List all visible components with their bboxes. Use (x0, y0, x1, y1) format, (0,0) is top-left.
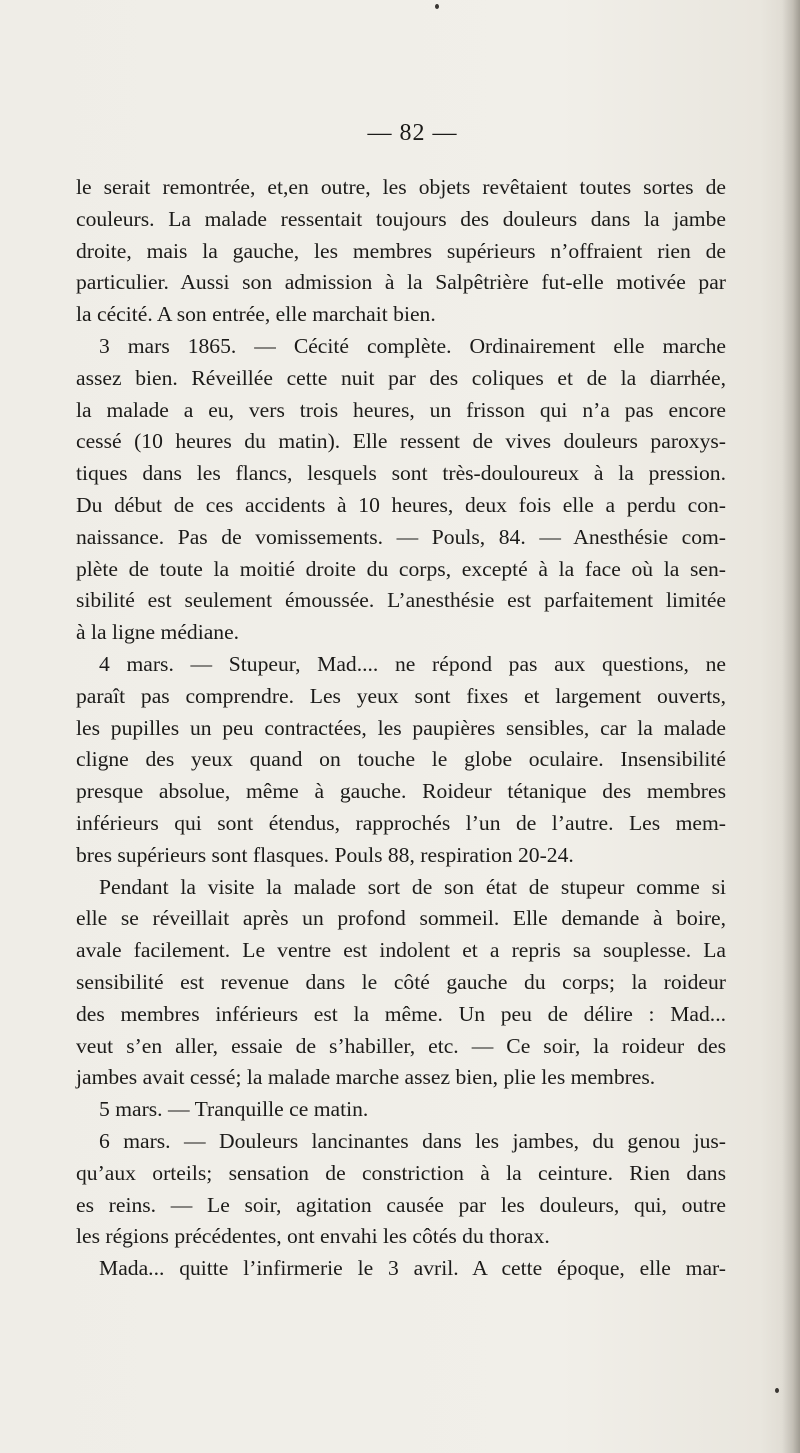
ink-speck (775, 1388, 779, 1393)
text-line: Pendant la visite la malade sort de son état de stupeur comme si (99, 874, 726, 899)
text-line: la malade a eu, vers trois heures, un frisson qui n’a pas encore (76, 397, 726, 422)
text-line: la cécité. A son entrée, elle marchait bien. (76, 302, 436, 327)
text-line: avale facilement. Le ventre est indolent et a repris sa souplesse. La (76, 938, 726, 963)
text-line: cessé (10 heures du matin). Elle ressent de vives douleurs paroxys- (76, 429, 726, 454)
text-line: particulier. Aussi son admission à la Salpêtrière fut-elle motivée par (76, 270, 726, 295)
text-line: naissance. Pas de vomissements. — Pouls, 84. — Anesthésie com- (76, 524, 726, 549)
text-line: presque absolue, même à gauche. Roideur tétanique des membres (76, 779, 726, 804)
text-line: droite, mais la gauche, les membres supérieurs n’offraient rien de (76, 238, 726, 263)
text-line: plète de toute la moitié droite du corps, excepté à la face où la sen- (76, 556, 726, 581)
text-line: sibilité est seulement émoussée. L’anesthésie est parfaitement limitée (76, 588, 726, 613)
text-line: bres supérieurs sont flasques. Pouls 88, respiration 20-24. (76, 842, 574, 867)
text-line: le serait remontrée, et,en outre, les objets revêtaient toutes sortes de (76, 175, 726, 199)
page-edge-shadow (782, 0, 800, 1453)
text-line: des membres inférieurs est la même. Un peu de délire : Mad... (76, 1001, 726, 1026)
text-line: les régions précédentes, ont envahi les côtés du thorax. (76, 1224, 550, 1249)
text-line: 5 mars. — Tranquille ce matin. (99, 1097, 369, 1122)
text-line: Mada... quitte l’infirmerie le 3 avril. A cette époque, elle mar- (99, 1256, 726, 1281)
text-line: jambes avait cessé; la malade marche assez bien, plie les membres. (76, 1065, 656, 1090)
text-line: couleurs. La malade ressentait toujours des douleurs dans la jambe (76, 206, 726, 231)
text-line: 6 mars. — Douleurs lancinantes dans les jambes, du genou jus- (99, 1128, 726, 1153)
text-line: qu’aux orteils; sensation de constriction à la ceinture. Rien dans (76, 1160, 726, 1185)
text-line: inférieurs qui sont étendus, rapprochés l’un de l’autre. Les mem- (76, 810, 726, 835)
text-line: veut s’en aller, essaie de s’habiller, etc. — Ce soir, la roideur des (76, 1033, 726, 1058)
text-line: 4 mars. — Stupeur, Mad.... ne répond pas aux questions, ne (99, 651, 726, 676)
text-line: sensibilité est revenue dans le côté gauche du corps; la roideur (76, 969, 726, 994)
text-line: Du début de ces accidents à 10 heures, deux fois elle a perdu con- (76, 492, 726, 517)
body-text (76, 172, 726, 1285)
text-line: es reins. — Le soir, agitation causée par les douleurs, qui, outre (76, 1192, 726, 1217)
text-line: assez bien. Réveillée cette nuit par des coliques et de la diarrhée, (76, 365, 726, 390)
text-line: cligne des yeux quand on touche le globe oculaire. Insensibilité (76, 747, 726, 772)
text-line: à la ligne médiane. (76, 620, 240, 645)
text-line: tiques dans les flancs, lesquels sont très-douloureux à la pression. (76, 461, 726, 486)
text-line: elle se réveillait après un profond sommeil. Elle demande à boire, (76, 906, 726, 931)
page-number: — 82 — (367, 120, 458, 146)
text-line: les pupilles un peu contractées, les paupières sensibles, car la malade (76, 715, 726, 740)
text-line: paraît pas comprendre. Les yeux sont fixes et largement ouverts, (76, 683, 726, 708)
text-line: 3 mars 1865. — Cécité complète. Ordinairement elle marche (99, 333, 726, 358)
ink-speck (435, 4, 439, 9)
